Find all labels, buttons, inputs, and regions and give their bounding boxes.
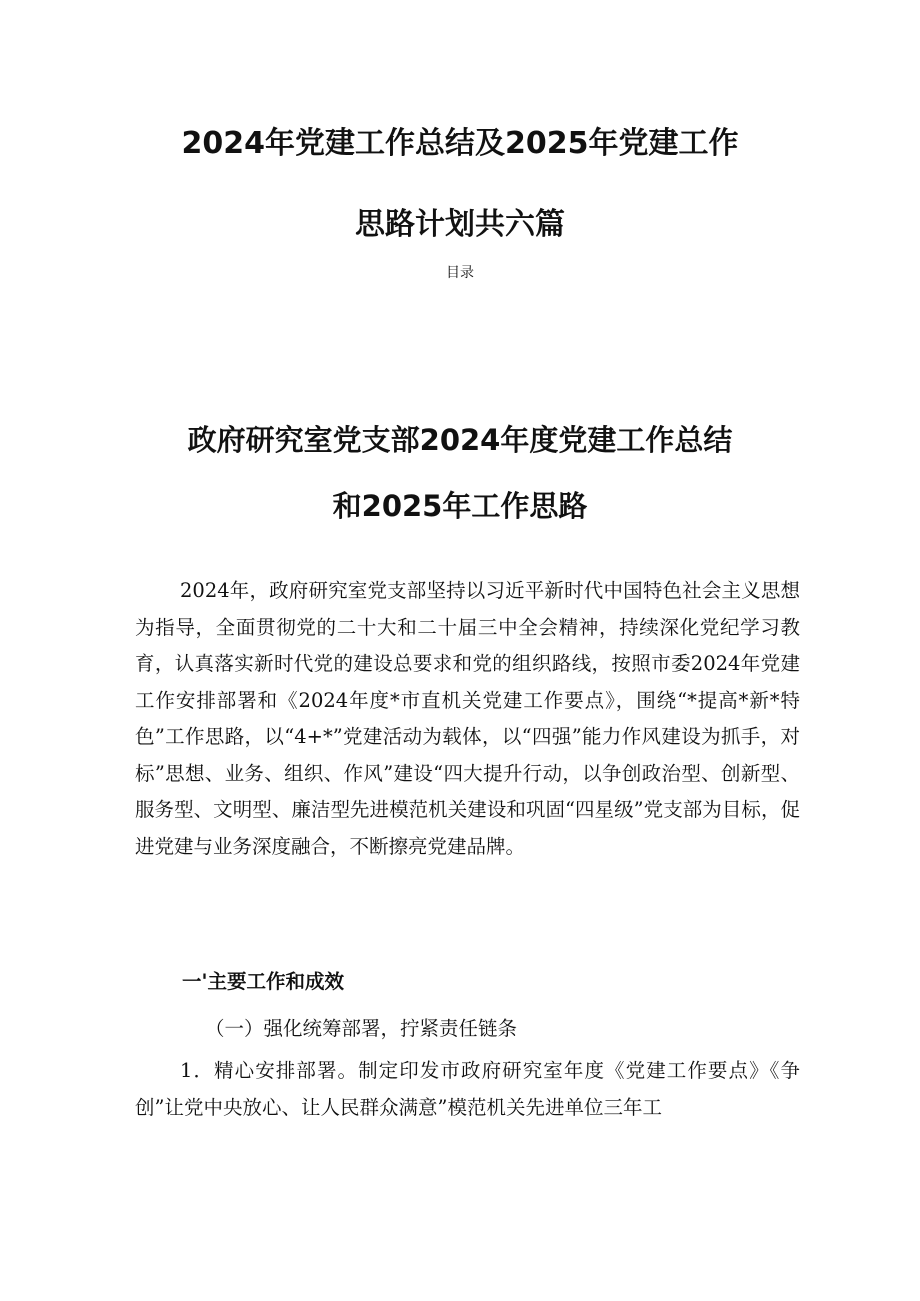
intro-paragraph: 2024年，政府研究室党支部坚持以习近平新时代中国特色社会主义思想为指导，全面贯彻党的二十大和二十届三中全会精神，持续深化党纪学习教育，认真落实新时代党的建设总要求和党的组织路线，按照市委2024年党建工作安排部署和《2024年度*市直机关党建工作要点》，围绕“*提高*新*特色”工作思路，以“4+*”党建活动为载体，以“四强”能力作风建设为抓手，对标”思想、业务、组织、作风”建设“四大提升行动，以争创政治型、创新型、服务型、文明型、廉洁型先进模范机关建设和巩固“四星级”党支部为目标，促进党建与业务深度融合，不断擦亮党建品牌。 [135, 579, 800, 858]
list-item-1-paragraph: 1．精心安排部署。制定印发市政府研究室年度《党建工作要点》《争创”让党中央放心、让人民群众满意”模范机关先进单位三年工 [135, 1059, 800, 1119]
section-title-line-2: 和2025年工作思路 [332, 489, 588, 523]
document-title-line-2: 思路计划共六篇 [355, 207, 565, 242]
table-of-contents-label: 目录 [446, 265, 474, 281]
subsection-heading: （一）强化统筹部署，拧紧责任链条 [205, 1017, 518, 1040]
section-heading: 一'主要工作和成效 [182, 970, 344, 993]
section-title-line-1: 政府研究室党支部2024年度党建工作总结 [187, 423, 733, 457]
document-title-line-1: 2024年党建工作总结及2025年党建工作 [181, 126, 739, 161]
